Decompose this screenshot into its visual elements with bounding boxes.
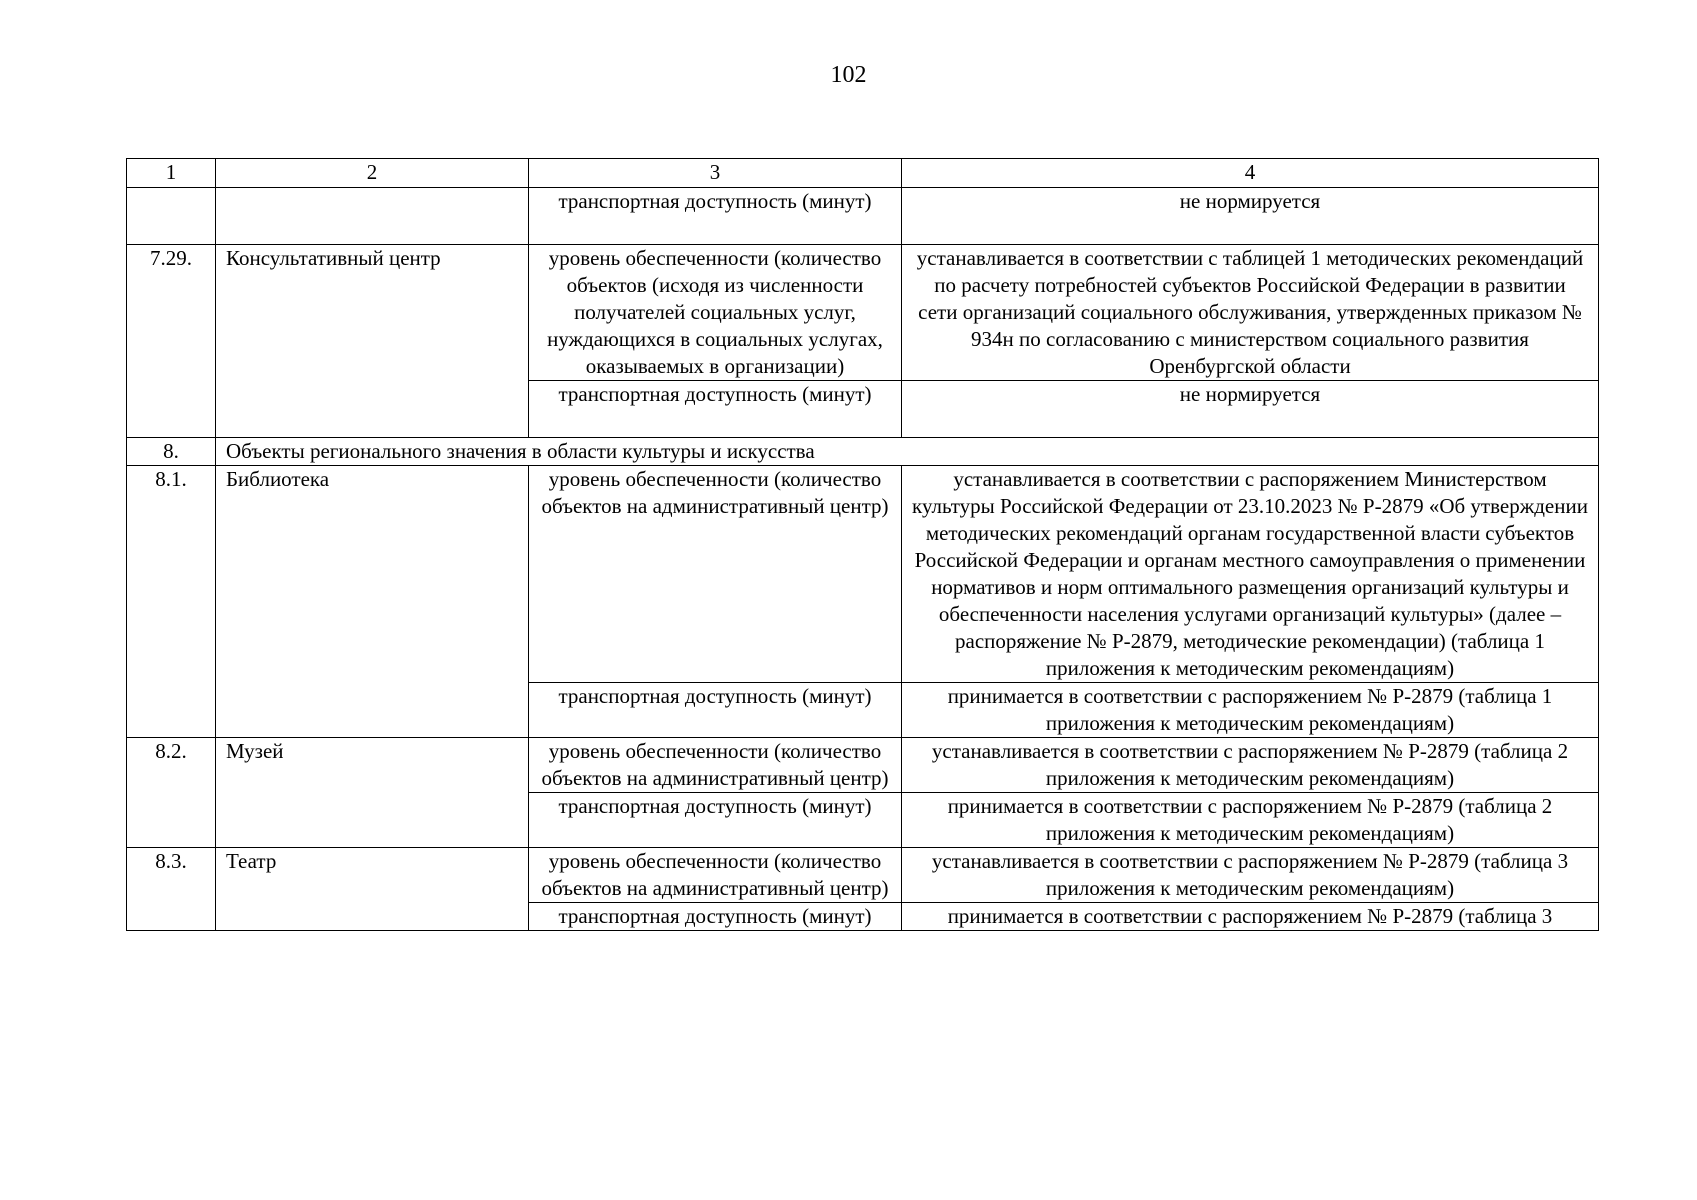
object-name: Театр: [216, 848, 529, 931]
value-cell: устанавливается в соответствии с распоряжением Министерством культуры Российской Федерации от 23.10.2023 № Р-2879 «Об утверждении методических рекомендаций органам государственной власти субъектов Российской Федерации и органам местного самоуправления о применении нормативов и норм оптимального размещения организаций культуры и обеспеченности населения услугами организаций культуры» (далее – распоряжение № Р-2879, методические рекомендации) (таблица 1 приложения к методическим рекомендациям): [902, 466, 1599, 683]
value-cell: принимается в соответствии с распоряжением № Р-2879 (таблица 3: [902, 903, 1599, 931]
row-number: 8.3.: [127, 848, 216, 931]
indicator-cell: уровень обеспеченности (количество объектов на административный центр): [529, 848, 902, 903]
column-header-4: 4: [902, 159, 1599, 188]
section-title: Объекты регионального значения в области культуры и искусства: [216, 438, 1599, 466]
table-row: [127, 738, 1599, 793]
table-header-row: [127, 159, 1599, 188]
indicator-cell: уровень обеспеченности (количество объектов (исходя из численности получателей социальных услуг, нуждающихся в социальных услугах, оказываемых в организации): [529, 245, 902, 381]
value-cell: принимается в соответствии с распоряжением № Р-2879 (таблица 2 приложения к методическим рекомендациям): [902, 793, 1599, 848]
indicator-cell: транспортная доступность (минут): [529, 188, 902, 245]
value-cell: не нормируется: [902, 381, 1599, 438]
indicator-cell: транспортная доступность (минут): [529, 683, 902, 738]
indicator-cell: уровень обеспеченности (количество объектов на административный центр): [529, 466, 902, 683]
section-number: 8.: [127, 438, 216, 466]
row-number: [127, 188, 216, 245]
object-name: [216, 188, 529, 245]
value-cell: устанавливается в соответствии с распоряжением № Р-2879 (таблица 2 приложения к методическим рекомендациям): [902, 738, 1599, 793]
indicator-cell: уровень обеспеченности (количество объектов на административный центр): [529, 738, 902, 793]
table-row: [127, 245, 1599, 381]
row-number: 7.29.: [127, 245, 216, 438]
value-cell: устанавливается в соответствии с распоряжением № Р-2879 (таблица 3 приложения к методическим рекомендациям): [902, 848, 1599, 903]
section-row: [127, 438, 1599, 466]
row-number: 8.1.: [127, 466, 216, 738]
column-header-1: 1: [127, 159, 216, 188]
object-name: Консультативный центр: [216, 245, 529, 438]
column-header-3: 3: [529, 159, 902, 188]
value-cell: принимается в соответствии с распоряжением № Р-2879 (таблица 1 приложения к методическим рекомендациям): [902, 683, 1599, 738]
table-row: [127, 466, 1599, 683]
page-number: 102: [830, 62, 867, 88]
indicator-cell: транспортная доступность (минут): [529, 903, 902, 931]
value-cell: устанавливается в соответствии с таблицей 1 методических рекомендаций по расчету потребностей субъектов Российской Федерации в развитии сети организаций социального обслуживания, утвержденных приказом № 934н по согласованию с министерством социального развития Оренбургской области: [902, 245, 1599, 381]
value-cell: не нормируется: [902, 188, 1599, 245]
column-header-2: 2: [216, 159, 529, 188]
table-row: [127, 188, 1599, 245]
object-name: Библиотека: [216, 466, 529, 738]
indicator-cell: транспортная доступность (минут): [529, 381, 902, 438]
row-number: 8.2.: [127, 738, 216, 848]
table-row: [127, 848, 1599, 903]
indicator-cell: транспортная доступность (минут): [529, 793, 902, 848]
norms-table: [126, 158, 1599, 931]
object-name: Музей: [216, 738, 529, 848]
